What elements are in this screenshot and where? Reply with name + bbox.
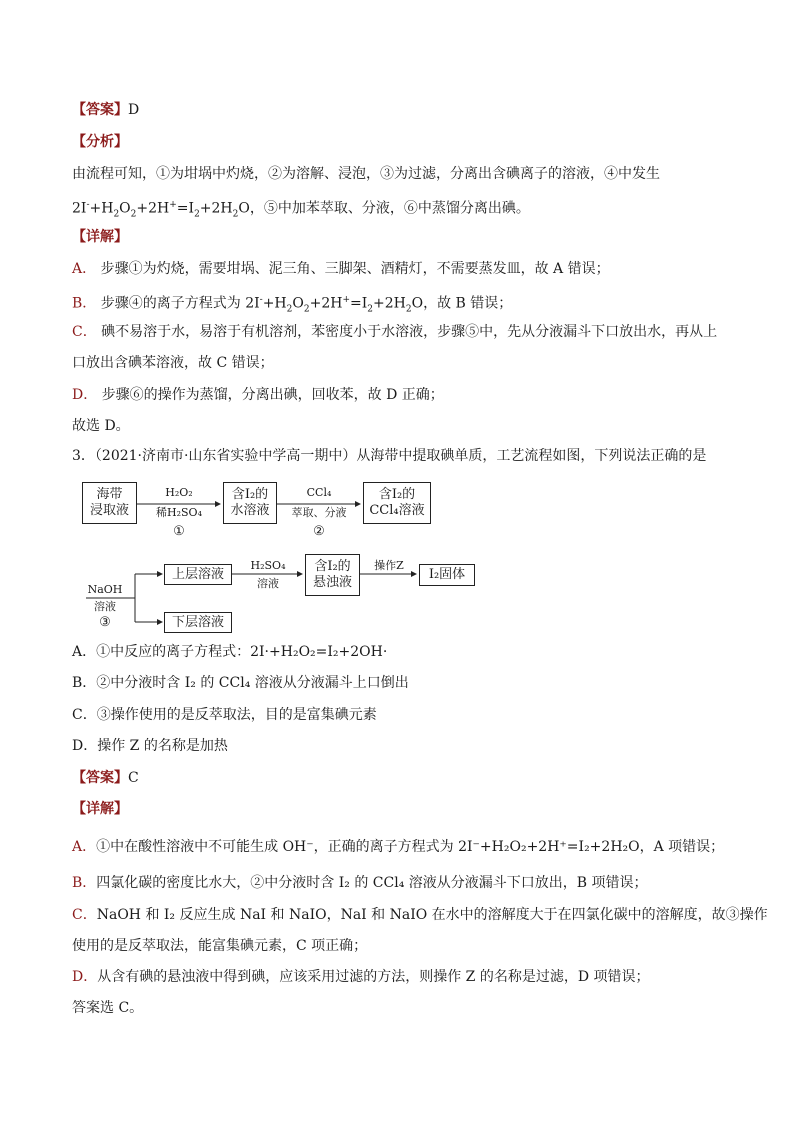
analysis-heading: 【分析】: [72, 134, 128, 150]
detail-a-q3: A．①中在酸性溶液中不可能生成 OH⁻，正确的离子方程式为 2I⁻+H₂O₂+2H⁺=I₂+2H₂O，A 项错误；: [72, 839, 725, 855]
answer-tag: 【答案】: [72, 102, 128, 118]
detail-heading-q3: 【详解】: [72, 801, 128, 817]
detail-option-c-q2-line1: C． 碘不易溶于水，易溶于有机溶剂，苯密度小于水溶液，步骤⑤中，先从分液漏斗下口放出水，再从上: [72, 324, 718, 340]
answer-line-q3: 【答案】C: [72, 770, 139, 786]
detail-heading-q2: 【详解】: [72, 229, 128, 245]
analysis-text-1: 由流程可知，①为坩埚中灼烧，②为溶解、浸泡，③为过滤，分离出含碘离子的溶液，④中发生: [72, 166, 660, 182]
label-dilute-h2so4: 稀H₂SO₄: [156, 506, 202, 519]
box-i2-ccl4: 含I₂的 CCl₄溶液: [363, 482, 431, 524]
option-c: C．③操作使用的是反萃取法，目的是富集碘元素: [72, 707, 377, 723]
label-h2so4: H₂SO₄: [250, 559, 286, 572]
detail-b-q3: B．四氯化碳的密度比水大，②中分液时含 I₂ 的 CCl₄ 溶液从分液漏斗下口放出，B 项错误；: [72, 875, 648, 891]
label-extract-separate: 萃取、分液: [291, 506, 347, 519]
detail-c-q3-line2: 使用的是反萃取法，能富集碘元素，C 项正确；: [72, 938, 368, 954]
option-a: A．①中反应的离子方程式：2I·+H₂O₂=I₂+2OH·: [72, 644, 388, 660]
conclusion-q3: 答案选 C。: [72, 1000, 144, 1016]
box-i2-solid: I₂固体: [419, 564, 475, 586]
box-lower-layer: 下层溶液: [164, 612, 232, 633]
label-h2so4-solution: 溶液: [257, 577, 279, 590]
box-i2-aqueous: 含I₂的 水溶液: [223, 482, 277, 524]
box-kelp-extract: 海带 浸取液: [82, 482, 137, 524]
detail-c-q3-line1: C．NaOH 和 I₂ 反应生成 NaI 和 NaIO，NaI 和 NaIO 在水中的溶解度大于在四氯化碳中的溶解度，故③操作: [72, 907, 768, 923]
label-ccl4: CCl₄: [306, 486, 332, 499]
option-d: D．操作 Z 的名称是加热: [72, 738, 228, 754]
box-upper-layer: 上层溶液: [164, 564, 232, 585]
conclusion-q2: 故选 D。: [72, 418, 130, 434]
step-2: ②: [313, 524, 325, 539]
answer-value: D: [128, 102, 140, 118]
label-naoh: NaOH: [87, 583, 123, 596]
question-3-stem: 3．（2021·济南市·山东省实验中学高一期中）从海带中提取碘单质，工艺流程如图，下列说法正确的是: [72, 448, 707, 464]
box-i2-suspension: 含I₂的 悬浊液: [305, 554, 360, 596]
detail-option-d-q2: D． 步骤⑥的操作为蒸馏，分离出碘，回收苯，故 D 正确；: [72, 387, 444, 403]
step-1: ①: [173, 524, 185, 539]
option-b: B．②中分液时含 I₂ 的 CCl₄ 溶液从分液漏斗上口倒出: [72, 675, 409, 691]
detail-d-q3: D．从含有碘的悬浊液中得到碘，应该采用过滤的方法，则操作 Z 的名称是过滤，D 项错误；: [72, 969, 650, 985]
detail-option-a-q2: A． 步骤①为灼烧，需要坩埚、泥三角、三脚架、酒精灯，不需要蒸发皿，故 A 错误；: [72, 261, 610, 277]
label-h2o2: H₂O₂: [165, 486, 193, 499]
label-operation-z: 操作Z: [374, 559, 404, 572]
detail-option-b-q2: B． 步骤④的离子方程式为 $2I^-+H_2O_2+2H^+=I_2+2H_2O$，故 B 错误；: [72, 295, 513, 315]
process-flow-diagram: [80, 474, 500, 634]
step-3: ③: [99, 615, 111, 630]
detail-option-c-q2-line2: 口放出含碘苯溶液，故 C 错误；: [72, 355, 274, 371]
analysis-text-2: $2I^-+H_2O_2+2H^+=I_2+2H_2O$，⑤中加苯萃取、分液，⑥中蒸馏分离出碘。: [72, 200, 530, 220]
answer-line-q2: [72, 101, 139, 119]
label-naoh-solution: 溶液: [94, 600, 116, 613]
